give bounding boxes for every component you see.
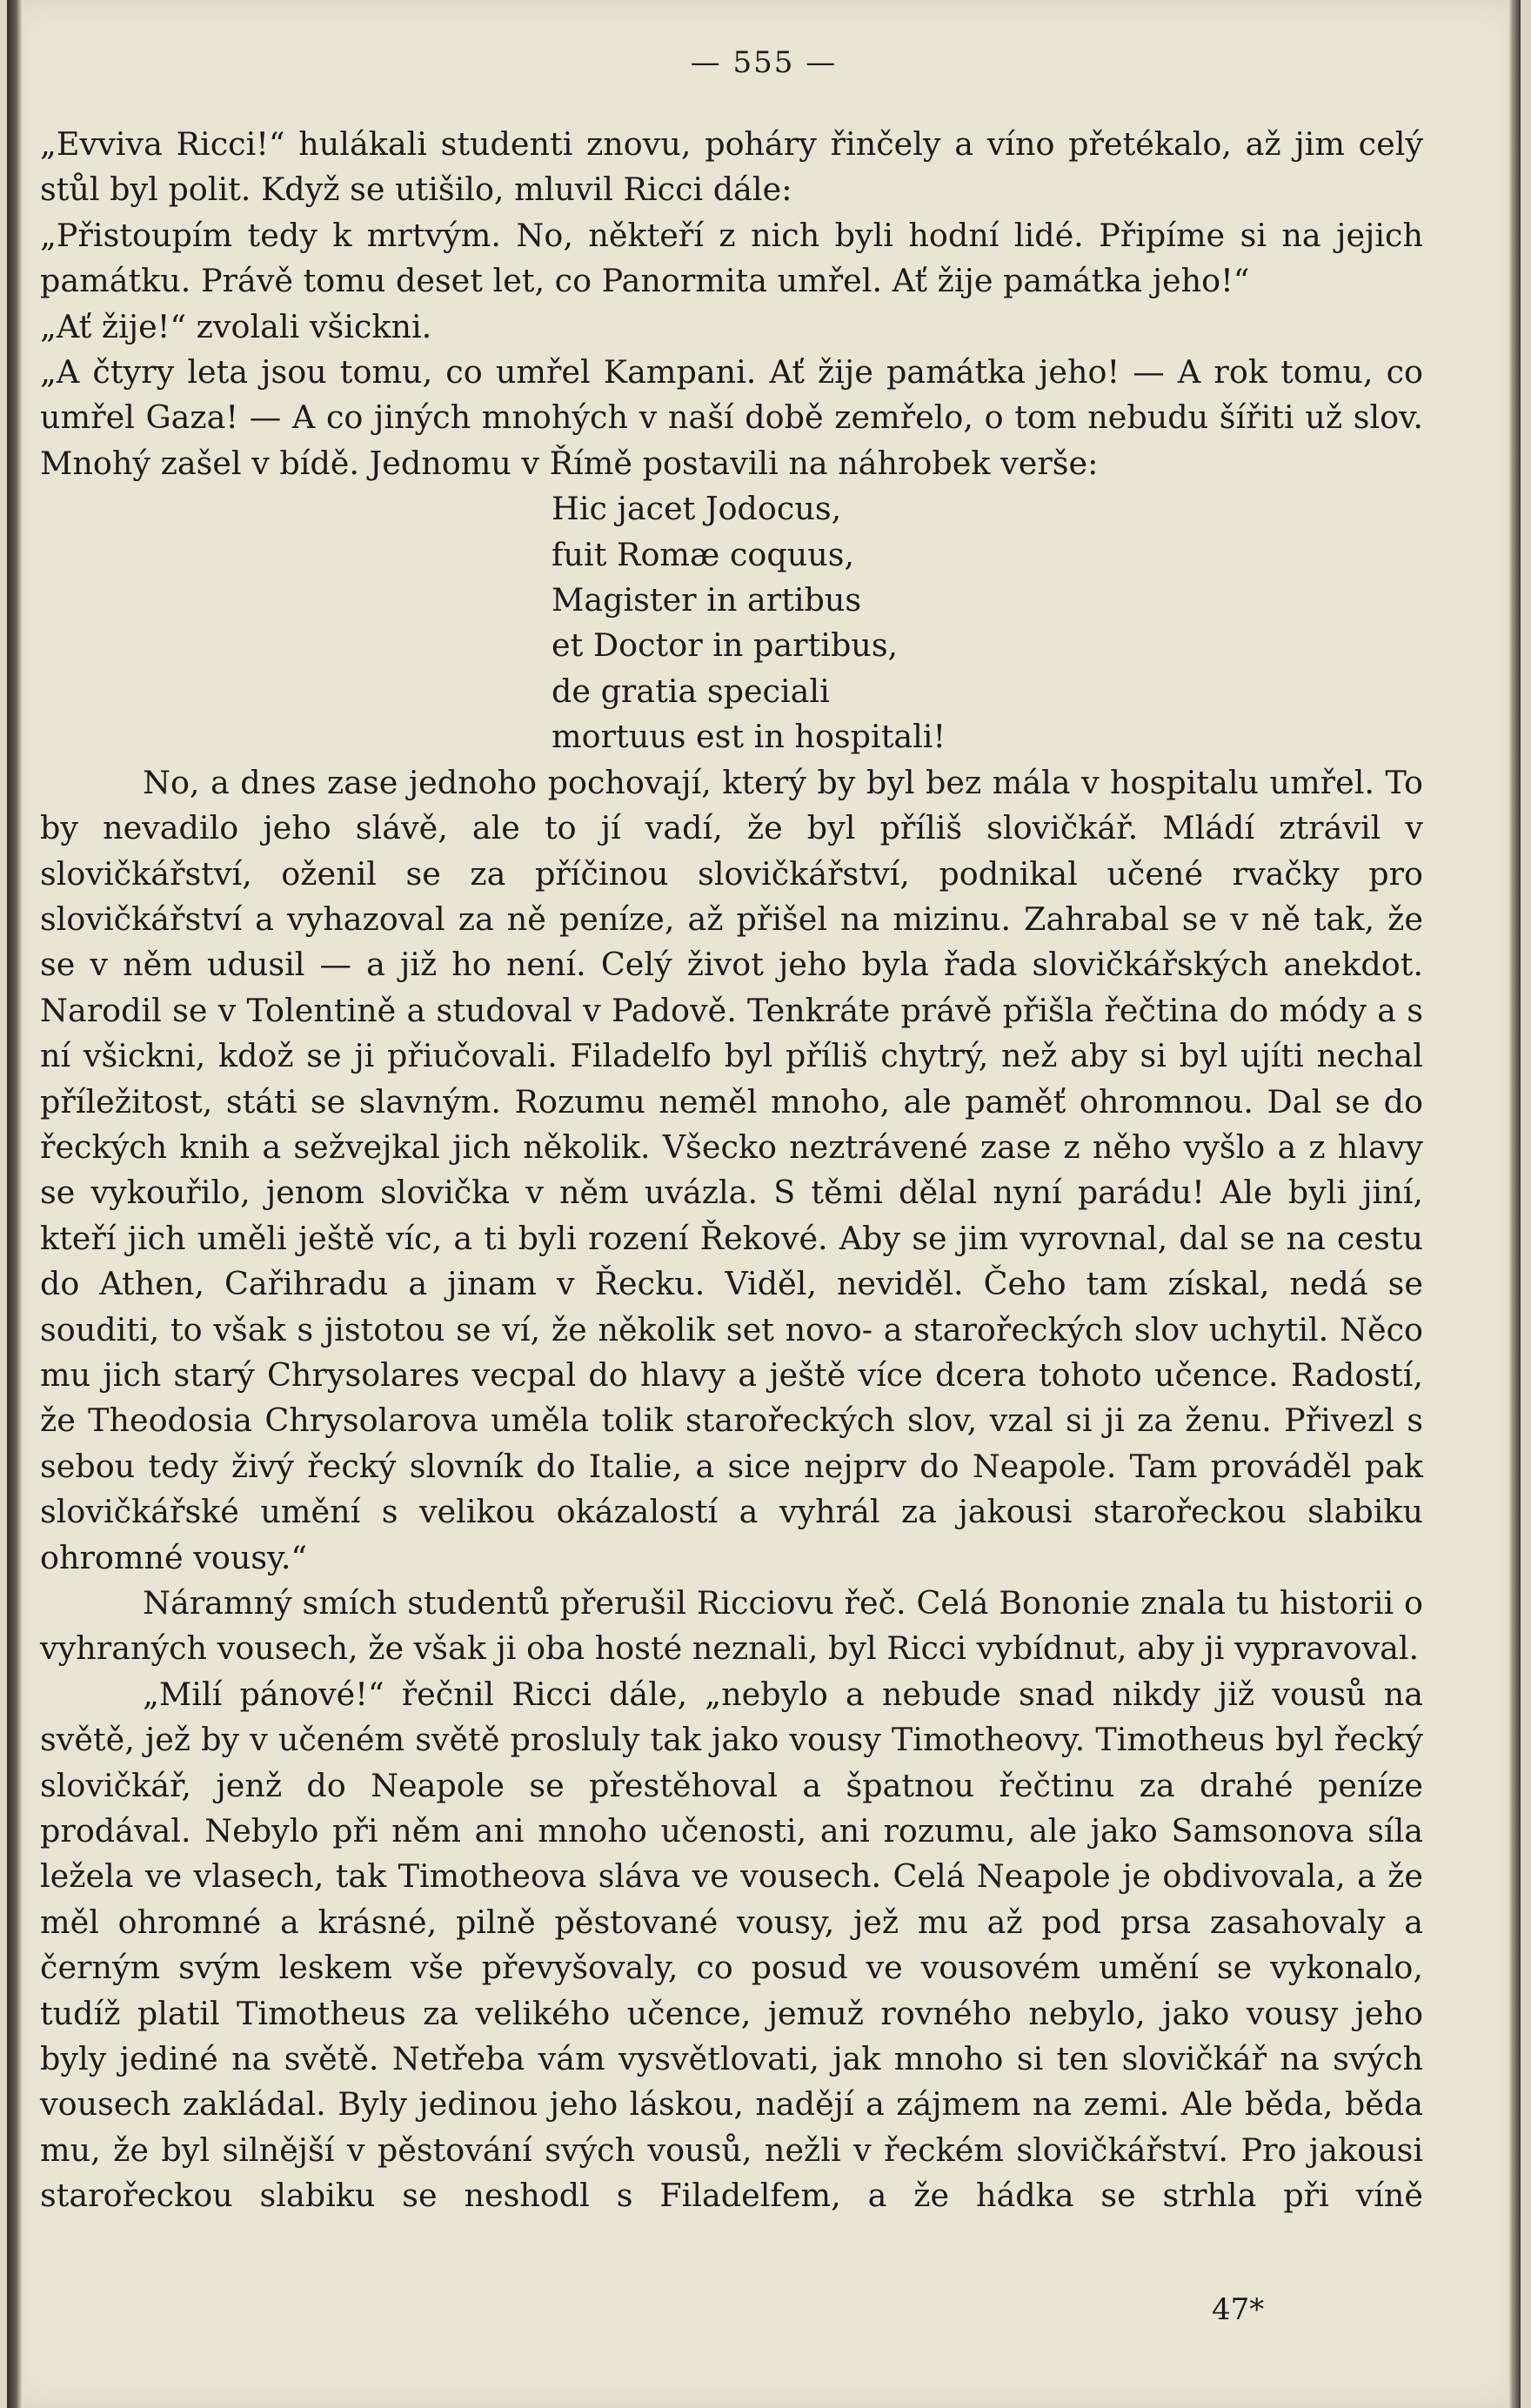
body-text — [40, 122, 1423, 2219]
verse-line: Hic jacet Jodocus, — [552, 490, 842, 528]
signature-mark: 47* — [1212, 2292, 1265, 2327]
paragraph: „Přistoupím tedy k mrtvým. No, někteří z nich byli hodní lidé. Připíme si na jejich památku. Právě tomu deset let, co Panormita umřel. Ať žije památka jeho!“ — [40, 216, 1423, 300]
page-edge-shadow-right — [1508, 0, 1521, 2408]
page-edge-shadow-left — [7, 0, 23, 2408]
paragraph: Náramný smích studentů přerušil Ricciovu řeč. Celá Bononie znala tu historii o vyhraných vousech, že však ji oba hosté neznali, byl Ricci vybídnut, aby ji vypravoval. — [40, 1584, 1423, 1668]
paragraph: „A čtyry leta jsou tomu, co umřel Kampani. Ať žije památka jeho! — A rok tomu, co umřel Gaza! — A co jiných mnohých v naší době zemřelo, o tom nebudu šířiti už slov. Mnohý zašel v bídě. Jednomu v Římě postavili na náhrobek verše: — [40, 353, 1423, 482]
paragraph: „Ať žije!“ zvolali všickni. — [40, 307, 432, 345]
verse-line: et Doctor in partibus, — [552, 626, 899, 665]
paragraph: No, a dnes zase jednoho pochovají, který by byl bez mála v hospitalu umřel. To by nevadilo jeho slávě, ale to jí vadí, že byl příliš slovičkář. Mládí ztrávil v slovičkářství, oženil se za příčinou slovičkářství, podnikal učené rvačky pro slovičkářství a vyhazoval za ně peníze, až přišel na mizinu. Zahrabal se v ně tak, že se v něm udusil — a již ho není. Celý život jeho byla řada slovičkářských anekdot. Narodil se v Tolentině a studoval v Padově. Tenkráte právě přišla řečtina do módy a s ní všickni, kdož se ji přiučovali. Filadelfo byl příliš chytrý, než aby si byl ujíti nechal příležitost, státi se slavným. Rozumu neměl mnoho, ale paměť ohromnou. Dal se do řeckých knih a sežvejkal jich několik. Všecko neztrávené zase z něho vyšlo a z hlavy se vykouřilo, jenom slovička v něm uvázla. S těmi dělal nyní parádu! Ale byli jiní, kteří jich uměli ještě víc, a ti byli rození Řekové. Aby se jim vyrovnal, dal se na cestu do Athen, Cařihradu a jinam v Řecku. Viděl, neviděl. Čeho tam získal, nedá se souditi, to však s jistotou se ví, že několik set novo- a starořeckých slov uchytil. Něco mu jich starý Chrysolares vecpal do hlavy a ještě více dcera tohoto učence. Radostí, že Theodosia Chrysolarova uměla tolik starořeckých slov, vzal si ji za ženu. Přivezl s sebou tedy živý řecký slovník do Italie, a sice nejprv do Neapole. Tam prováděl pak slovičkářské umění s velikou okázalostí a vyhrál za jakousi starořeckou slabiku ohromné vousy.“ — [40, 763, 1423, 1576]
verse-line: fuit Romæ coquus, — [552, 535, 855, 573]
paragraph: „Milí pánové!“ řečnil Ricci dále, „nebylo a nebude snad nikdy již vousů na světě, jež by v učeném světě prosluly tak jako vousy Timotheovy. Timotheus byl řecký slovičkář, jenž do Neapole se přestěhoval a špatnou řečtinu za drahé peníze prodával. Nebylo při něm ani mnoho učenosti, ani rozumu, ale jako Samsonova síla ležela ve vlasech, tak Timotheova sláva ve vousech. Celá Neapole je obdivovala, a že měl ohromné a krásné, pilně pěstované vousy, jež mu až pod prsa zasahovaly a černým svým leskem vše převyšovaly, co posud ve vousovém umění se vykonalo, tudíž platil Timotheus za velikého učence, jemuž rovného nebylo, jako vousy jeho byly jediné na světě. Netřeba vám vysvětlovati, jak mnoho si ten slovičkář na svých vousech zakládal. Byly jedinou jeho láskou, nadějí a zájmem na zemi. Ale běda, běda mu, že byl silnější v pěstování svých vousů, nežli v řeckém slovičkářství. Pro jakousi starořeckou slabiku se neshodl s Filadelfem, a že hádka se strhla při víně — [40, 1675, 1423, 2215]
book-page — [7, 0, 1521, 2408]
paragraph: „Evviva Ricci!“ hulákali studenti znovu, poháry řinčely a víno přetékalo, až jim celý stůl byl polit. Když se utišilo, mluvil Ricci dále: — [40, 125, 1423, 209]
epitaph-verse — [552, 486, 1423, 759]
verse-line: de gratia speciali — [552, 672, 830, 710]
verse-line: Magister in artibus — [552, 581, 862, 619]
verse-line: mortuus est in hospitali! — [552, 718, 946, 756]
page-number: — 555 — — [690, 45, 838, 80]
